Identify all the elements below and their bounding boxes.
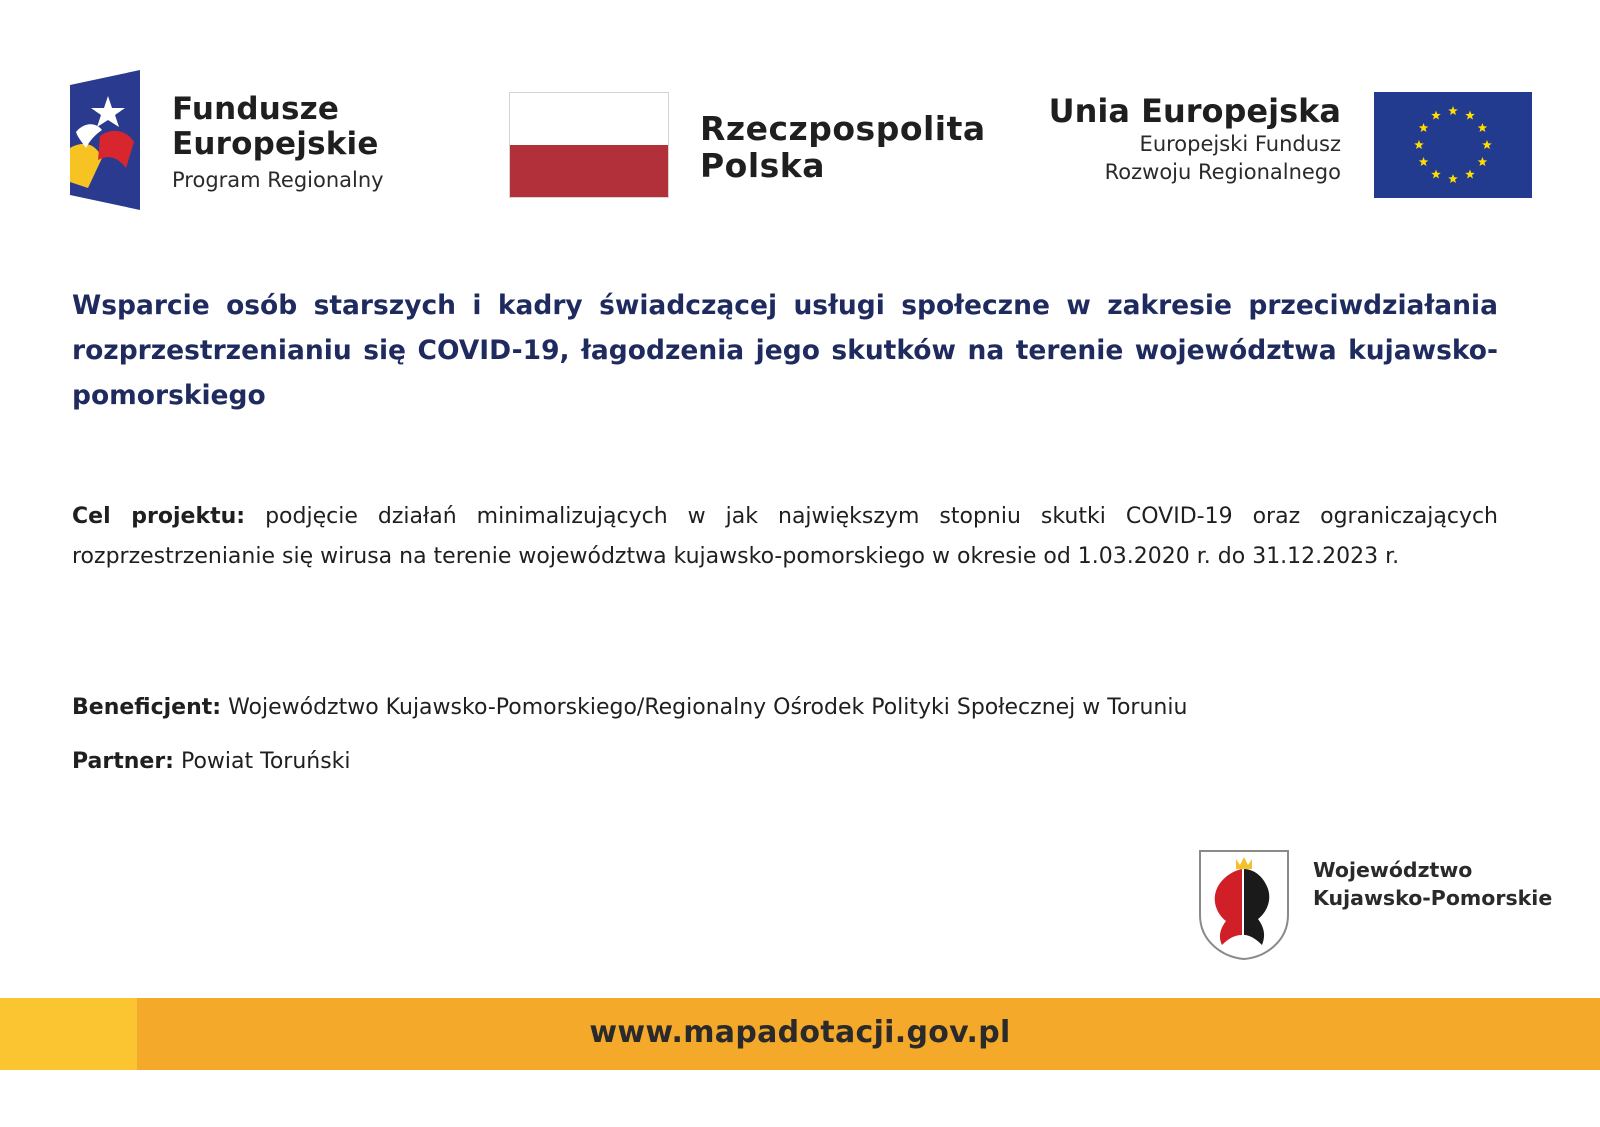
wojewodztwo-text [1313,856,1552,912]
beneficiary-label: Beneficjent: [72,695,222,720]
unia-sub2: Rozwoju Regionalnego [1104,160,1341,184]
rzeczpospolita-polska-text [700,110,986,184]
footer-url-link[interactable]: www.mapadotacji.gov.pl [589,1015,1011,1050]
wojewodztwo-line2: Kujawsko-Pomorskie [1313,886,1553,910]
kujawsko-pomorskie-crest-icon [1198,849,1290,961]
project-goal [72,497,1498,577]
unia-sub1: Europejski Fundusz [1139,132,1341,156]
eu-flag-icon [1374,92,1532,198]
goal-label: Cel projektu: [72,504,246,529]
fundusze-europejskie-logo-icon [70,70,140,210]
fundusze-europejskie-text [172,92,384,196]
fundusze-line1: Fundusze [172,91,340,127]
rzeczpospolita-line2: Polska [700,146,826,185]
goal-text: podjęcie działań minimalizujących w jak największym stopniu skutki COVID-19 oraz ograniczających rozprzestrzenianie się wirusa na terenie województwa kujawsko-pomorskiego w okresie od 1.03.2020 r. do 31.12.2023 r. [72,504,1498,569]
fundusze-line2: Europejskie [172,126,379,162]
partner-label: Partner: [72,749,174,774]
beneficiary [72,688,1187,728]
wojewodztwo-line1: Województwo [1313,858,1473,882]
unia-europejska-text [1049,92,1341,186]
fundusze-subtitle: Program Regionalny [172,168,384,192]
partner [72,742,351,782]
project-title: Wsparcie osób starszych i kadry świadczącej usługi społeczne w zakresie przeciwdziałania rozprzestrzenianiu się COVID-19, łagodzenia jego skutków na terenie województwa kujawsko-pomorskiego [72,290,1498,411]
rzeczpospolita-line1: Rzeczpospolita [700,109,986,148]
partner-text: Powiat Toruński [180,749,351,774]
beneficiary-text: Województwo Kujawsko-Pomorskiego/Regionalny Ośrodek Polityki Społecznej w Toruniu [228,695,1188,720]
footer-band [0,998,1600,1070]
polish-flag-icon [509,92,669,198]
unia-title: Unia Europejska [1048,92,1341,130]
